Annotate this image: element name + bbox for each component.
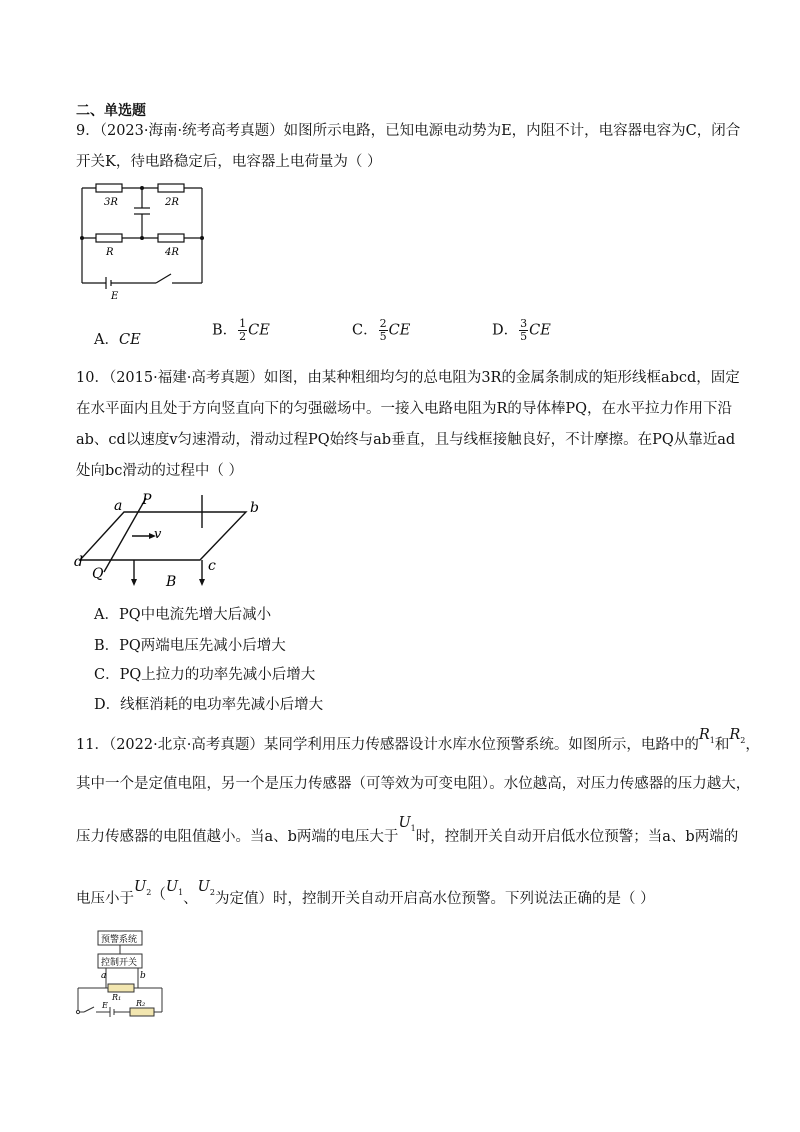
q11-sensor-diagram bbox=[72, 928, 172, 1028]
label-control-switch: 控制开关 bbox=[101, 958, 138, 968]
label-a: a bbox=[101, 971, 107, 981]
q10-option-c[interactable]: C．PQ上拉力的功率先减小后增大 bbox=[94, 667, 316, 683]
q9-circuit-diagram bbox=[76, 178, 216, 303]
q11-line-2: 其中一个是定值电阻，另一个是压力传感器（可等效为可变电阻）。水位越高，对压力传感器的压力越大， bbox=[76, 776, 751, 792]
label-2r: 2R bbox=[165, 197, 179, 208]
q11-line-4: 电压小于$U_2(U_1$、$U_2$为定值）时，控制开关自动开启高水位预警。下列说法正确的是（ ） bbox=[76, 879, 655, 907]
q9-option-b[interactable]: B． $\frac{1}{2}$ CE bbox=[212, 317, 270, 343]
q9-option-c[interactable]: C． $\frac{2}{5}$ CE bbox=[352, 317, 411, 343]
q10-option-a[interactable]: A．PQ中电流先增大后减小 bbox=[94, 607, 272, 623]
section-title: 二、单选题 bbox=[76, 103, 146, 119]
q10-option-d[interactable]: D．线框消耗的电功率先减小后增大 bbox=[94, 697, 324, 713]
label-r2: R₂ bbox=[136, 999, 146, 1008]
q10-option-b[interactable]: B．PQ两端电压先减小后增大 bbox=[94, 638, 286, 654]
label-c: c bbox=[208, 558, 216, 574]
label-p: P bbox=[142, 492, 152, 508]
label-b: b bbox=[250, 500, 259, 516]
q9-option-d[interactable]: D． $\frac{3}{5}$ CE bbox=[492, 317, 551, 343]
label-b: b bbox=[140, 971, 146, 981]
q9-option-a[interactable]: A．CE bbox=[94, 332, 141, 348]
q10-line-1: 10．（2015·福建·高考真题）如图，由某种粗细均匀的总电阻为3R的金属条制成的矩形线框abcd，固定 bbox=[76, 370, 740, 386]
q10-frame-diagram bbox=[74, 490, 274, 590]
label-e: E bbox=[111, 291, 119, 302]
label-4r: 4R bbox=[165, 247, 179, 258]
label-r: R bbox=[106, 247, 114, 258]
label-field-b: B bbox=[166, 574, 177, 590]
label-r1: R₁ bbox=[112, 993, 122, 1002]
label-v: v bbox=[154, 527, 162, 542]
label-a: a bbox=[114, 498, 123, 514]
q10-line-2: 在水平面内且处于方向竖直向下的匀强磁场中。一接入电路电阻为R的导体棒PQ，在水平拉力作用下沿 bbox=[76, 401, 733, 417]
label-3r: 3R bbox=[104, 197, 118, 208]
label-q: Q bbox=[92, 566, 104, 582]
label-d: d bbox=[74, 554, 83, 570]
q11-line-1: 11．（2022·北京·高考真题）某同学利用压力传感器设计水库水位预警系统。如图所示，电路中的$R_1$和$R_2$， bbox=[76, 727, 760, 753]
label-e: E bbox=[102, 1001, 108, 1010]
q10-line-4: 处向bc滑动的过程中（ ） bbox=[76, 463, 244, 479]
q10-line-3: ab、cd以速度v匀速滑动，滑动过程PQ始终与ab垂直，且与线框接触良好，不计摩擦。在PQ从靠近ad bbox=[76, 432, 736, 448]
label-warning-system: 预警系统 bbox=[101, 935, 138, 945]
q9-line-2: 开关K，待电路稳定后，电容器上电荷量为（ ） bbox=[76, 154, 382, 170]
q9-line-1: 9．（2023·海南·统考高考真题）如图所示电路，已知电源电动势为E，内阻不计，电容器电容为C，闭合 bbox=[76, 123, 741, 139]
q11-line-3: 压力传感器的电阻值越小。当a、b两端的电压大于$U_1$时，控制开关自动开启低水位预警；当a、b两端的 bbox=[76, 815, 739, 845]
